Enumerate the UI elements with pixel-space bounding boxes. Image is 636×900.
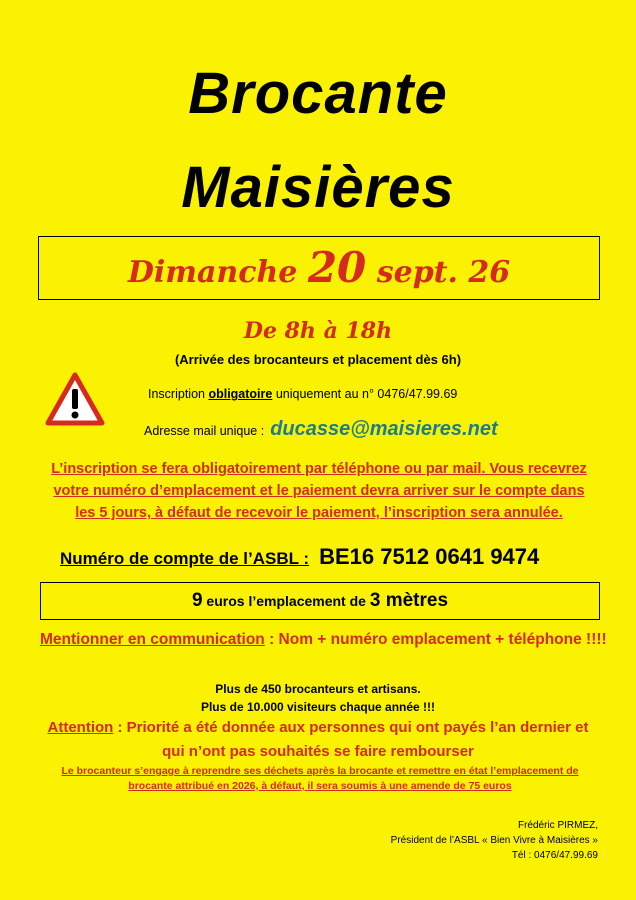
price-size: 3 mètres	[369, 590, 449, 611]
signature-role: Président de l’ASBL « Bien Vivre à Maisières »	[390, 835, 598, 846]
mention-text: : Nom + numéro emplacement + téléphone !!!!	[264, 631, 607, 648]
mail-line	[144, 418, 498, 441]
signature-phone: Tél : 0476/47.99.69	[511, 850, 598, 861]
inscription-phone: uniquement au n° 0476/47.99.69	[272, 387, 458, 401]
signature-name: Frédéric PIRMEZ,	[517, 820, 598, 831]
waste-note: Le brocanteur s’engage à reprendre ses déchets après la brocante et remettre en état l’emplacement de brocante attribué en 2026, à défaut, il sera soumis à une amende de 75 euros	[61, 765, 579, 792]
signature	[391, 818, 598, 863]
mention-line	[40, 628, 610, 652]
stat-visiteurs: Plus de 10.000 visiteurs chaque année !!!	[200, 700, 436, 714]
inscription-pre: Inscription	[148, 387, 209, 401]
stat-brocanteurs: Plus de 450 brocanteurs et artisans.	[215, 682, 421, 696]
inscription-line	[148, 387, 457, 401]
date-day: 20	[307, 243, 367, 292]
registration-paragraph: L’inscription se fera obligatoirement par téléphone ou par mail. Vous recevrez votre numéro d’emplacement et le paiement devra arriver sur le compte dans les 5 jours, à défaut de recevoir le paiement, l’inscription sera annulée.	[51, 461, 587, 521]
account-number: BE16 7512 0641 9474	[319, 544, 540, 569]
price-mid: euros l’emplacement de	[202, 593, 370, 609]
account-line	[60, 544, 539, 570]
arrival-note: (Arrivée des brocanteurs et placement dès 6h)	[174, 352, 462, 367]
mail-address[interactable]: ducasse@maisieres.net	[270, 418, 498, 440]
inscription-mandatory: obligatoire	[208, 387, 273, 401]
date-prefix: Dimanche	[127, 255, 308, 290]
account-label: Numéro de compte de l’ASBL :	[60, 549, 310, 568]
opening-hours: De 8h à 18h	[243, 318, 393, 344]
warning-icon	[45, 372, 105, 426]
mention-label: Mentionner en communication	[40, 631, 265, 648]
date-box	[38, 236, 600, 300]
price-box	[40, 582, 600, 620]
attention-line	[36, 716, 600, 764]
attention-text: : Priorité a été donnée aux personnes qui ont payés l’an dernier et qui n’ont pas souhaités se faire rembourser	[113, 719, 589, 760]
mail-label: Adresse mail unique :	[144, 424, 265, 438]
title-brocante: Brocante	[188, 61, 448, 126]
date-suffix: sept. 26	[366, 255, 511, 290]
title-maisieres: Maisières	[181, 155, 455, 220]
price-amount: 9	[191, 590, 203, 611]
attention-label: Attention	[47, 719, 114, 736]
